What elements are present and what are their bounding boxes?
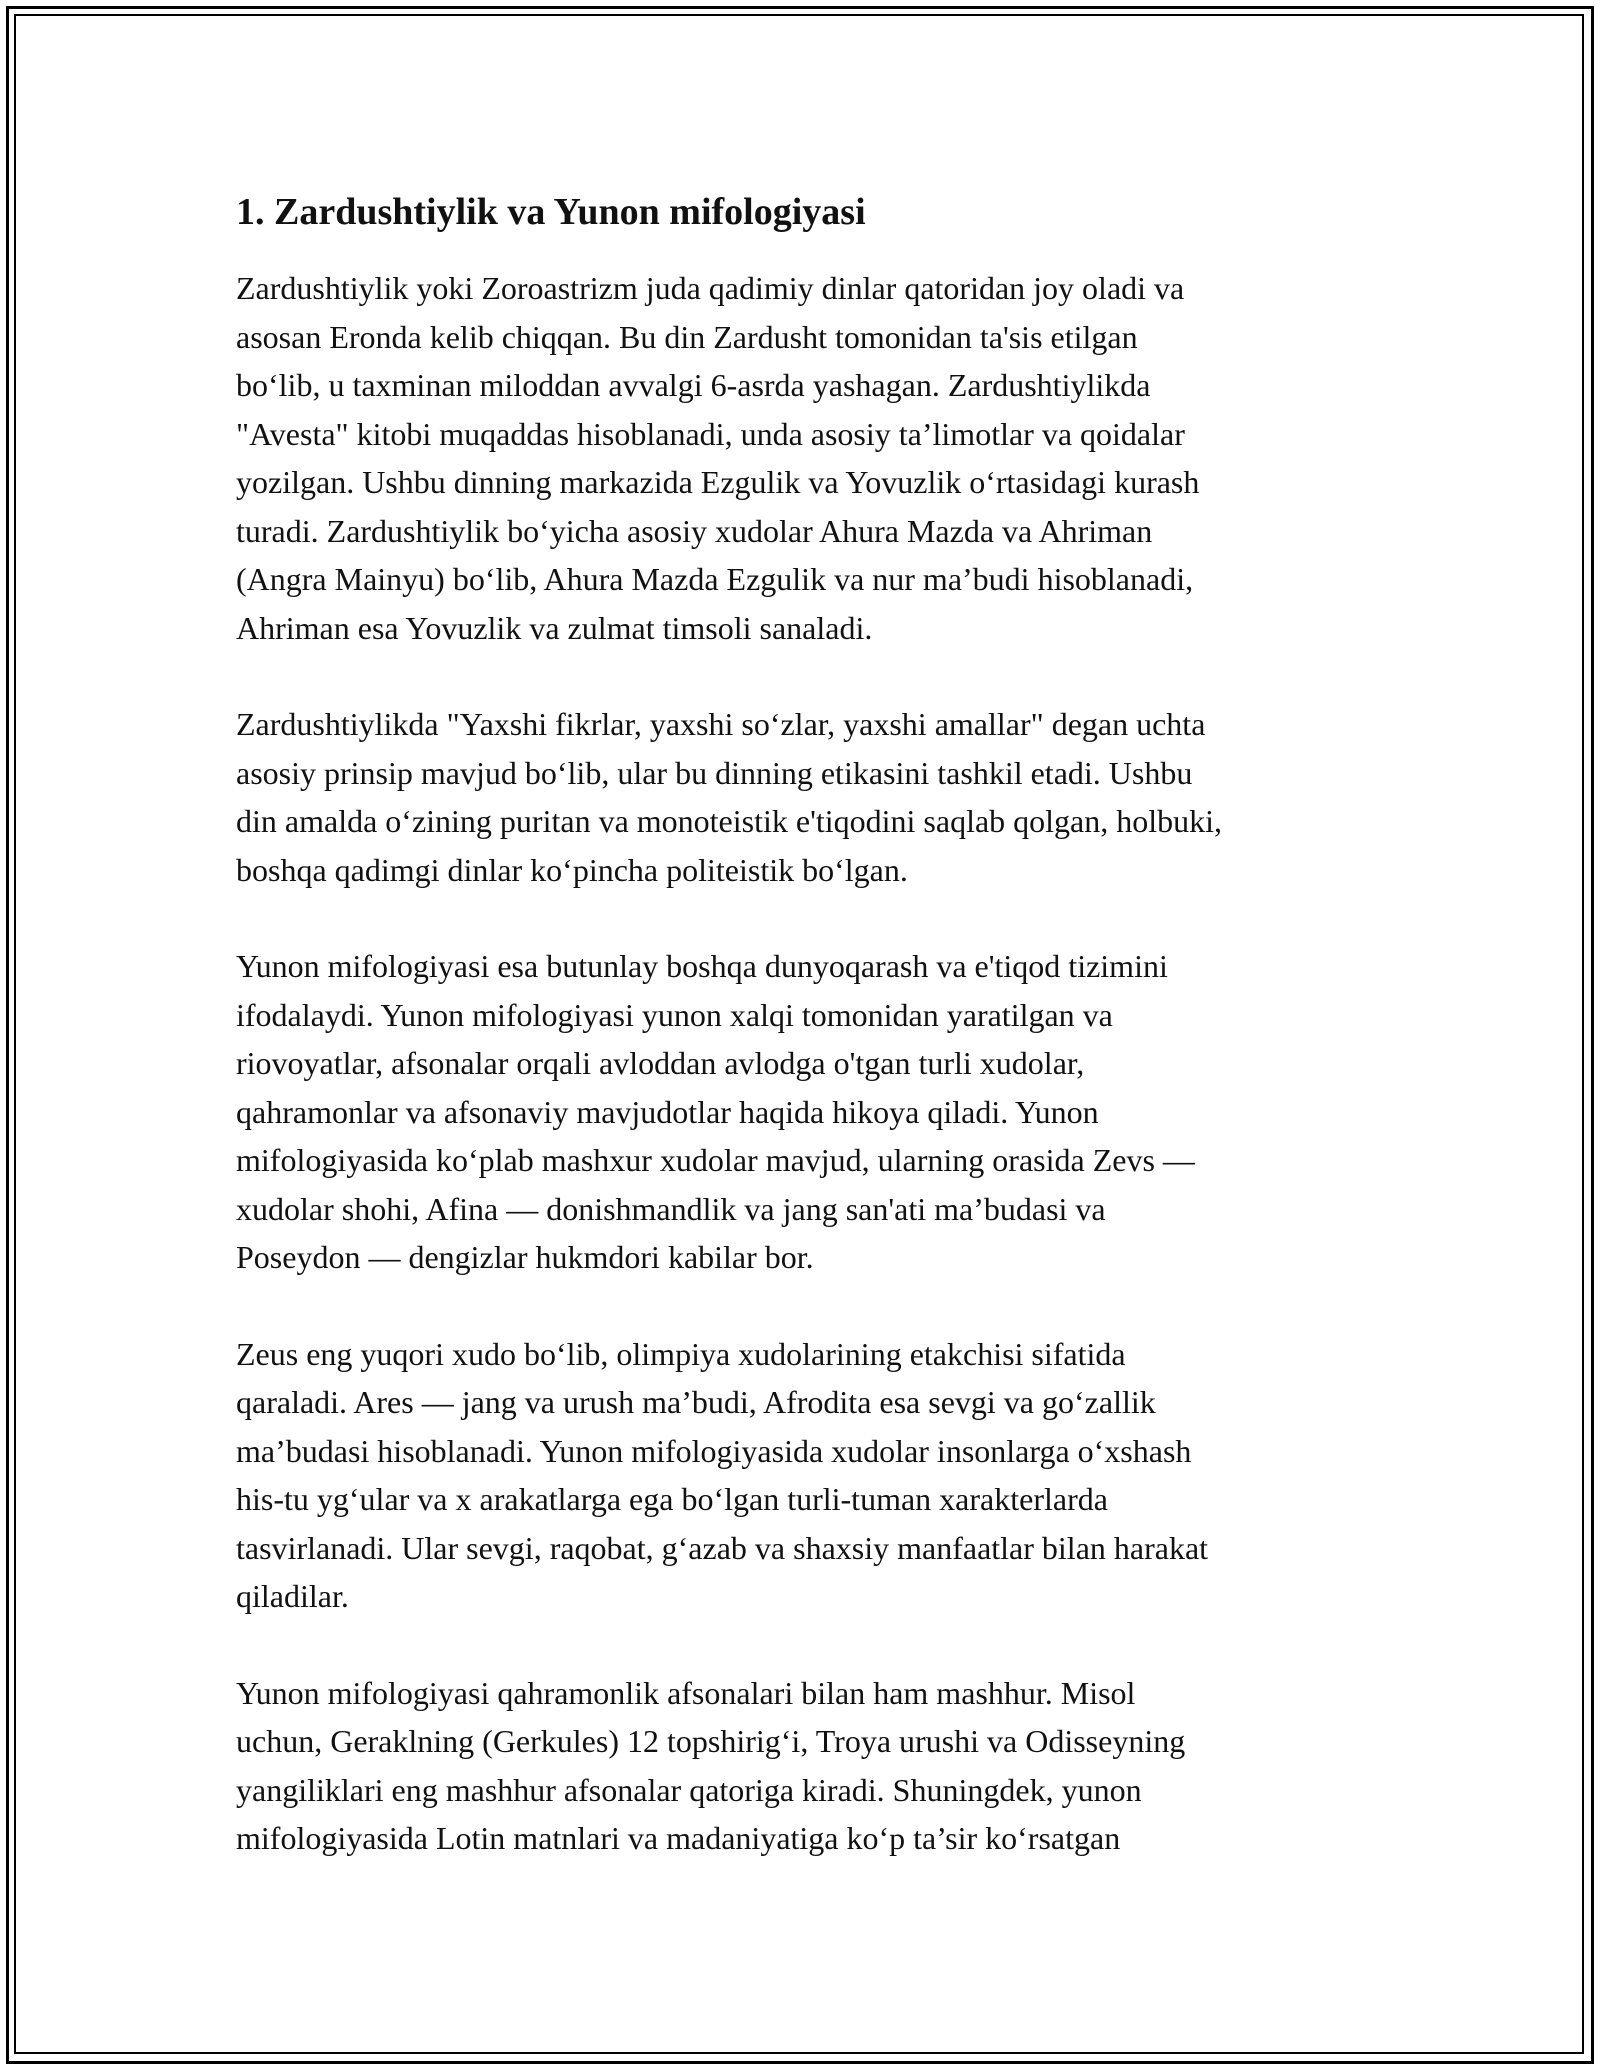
text-line: xudolar shohi, Afina — donishmandlik va jang san'ati ma’budasi va xyxy=(236,1190,1106,1227)
text-line: Ahriman esa Yovuzlik va zulmat timsoli sanaladi. xyxy=(236,609,873,646)
text-line: yozilgan. Ushbu dinning markazida Ezgulik va Yovuzlik o‘rtasidagi kurash xyxy=(236,464,1200,500)
paragraph-2 xyxy=(236,700,1371,894)
text-line: qiladilar. xyxy=(236,1578,349,1614)
text-line: asosiy prinsip mavjud bo‘lib, ular bu dinning etikasini tashkil etadi. Ushbu xyxy=(236,754,1193,791)
text-line: Zeus eng yuqori xudo bo‘lib, olimpiya xudolarining etakchisi sifatida xyxy=(236,1335,1126,1372)
text-line: yangiliklari eng mashhur afsonalar qatoriga kiradi. Shuningdek, yunon xyxy=(236,1771,1142,1808)
paragraph-1 xyxy=(236,264,1371,652)
text-line: din amalda o‘zining puritan va monoteistik e'tiqodini saqlab qolgan, holbuki, xyxy=(236,803,1223,839)
text-line: bo‘lib, u taxminan miloddan avvalgi 6-asrda yashagan. Zardushtiylikda xyxy=(236,367,1151,403)
text-line: mifologiyasida Lotin matnlari va madaniyatiga ko‘p ta’sir ko‘rsatgan xyxy=(236,1820,1121,1856)
text-line: Yunon mifologiyasi qahramonlik afsonalari bilan ham mashhur. Misol xyxy=(236,1674,1136,1711)
text-line: his-tu yg‘ular va x arakatlarga ega bo‘lgan turli-tuman xarakterlarda xyxy=(236,1481,1108,1517)
text-line: qaraladi. Ares — jang va urush ma’budi, Afrodita esa sevgi va go‘zallik xyxy=(236,1384,1156,1420)
text-line: Yunon mifologiyasi esa butunlay boshqa dunyoqarash va e'tiqod tizimini xyxy=(236,948,1168,984)
paragraph-4 xyxy=(236,1330,1371,1621)
paragraph-3 xyxy=(236,942,1371,1282)
text-line: ma’budasi hisoblanadi. Yunon mifologiyasida xudolar insonlarga o‘xshash xyxy=(236,1432,1192,1469)
text-line: asosan Eronda kelib chiqqan. Bu din Zardusht tomonidan ta'sis etilgan xyxy=(236,318,1138,355)
text-line: uchun, Geraklning (Gerkules) 12 topshirig‘i, Troya urushi va Odisseyning xyxy=(236,1723,1186,1759)
text-line: Zardushtiylik yoki Zoroastrizm juda qadimiy dinlar qatoridan joy oladi va xyxy=(236,270,1185,306)
section-heading: 1. Zardushtiylik va Yunon mifologiyasi xyxy=(236,191,866,233)
text-line: tasvirlanadi. Ular sevgi, raqobat, g‘azab va shaxsiy manfaatlar bilan harakat xyxy=(236,1529,1209,1566)
text-line: riovoyatlar, afsonalar orqali avloddan avlodga o'tgan turli xudolar, xyxy=(236,1045,1085,1081)
text-line: "Avesta" kitobi muqaddas hisoblanadi, unda asosiy ta’limotlar va qoidalar xyxy=(236,415,1185,452)
text-line: turadi. Zardushtiylik bo‘yicha asosiy xudolar Ahura Mazda va Ahriman xyxy=(236,512,1153,549)
text-line: qahramonlar va afsonaviy mavjudotlar haqida hikoya qiladi. Yunon xyxy=(236,1093,1099,1130)
document-body xyxy=(236,188,1371,1911)
text-line: Poseydon — dengizlar hukmdori kabilar bor. xyxy=(236,1239,814,1275)
text-line: Zardushtiylikda "Yaxshi fikrlar, yaxshi so‘zlar, yaxshi amallar" degan uchta xyxy=(236,706,1206,742)
text-line: boshqa qadimgi dinlar ko‘pincha politeistik bo‘lgan. xyxy=(236,851,908,888)
text-line: mifologiyasida ko‘plab mashxur xudolar mavjud, ularning orasida Zevs — xyxy=(236,1142,1195,1178)
text-line: (Angra Mainyu) bo‘lib, Ahura Mazda Ezgulik va nur ma’budi hisoblanadi, xyxy=(236,561,1194,597)
paragraph-5 xyxy=(236,1669,1371,1863)
text-line: ifodalaydi. Yunon mifologiyasi yunon xalqi tomonidan yaratilgan va xyxy=(236,996,1113,1033)
